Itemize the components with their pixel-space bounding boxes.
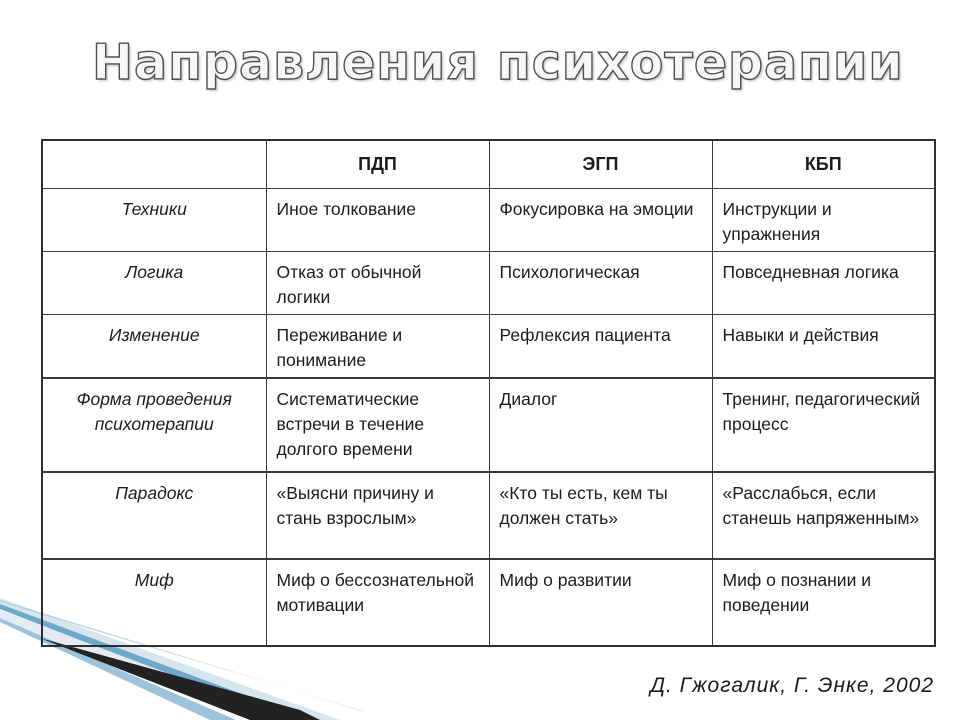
table-row — [42, 251, 935, 314]
table-cell: Миф о бессознательной мотивации — [266, 559, 489, 646]
row-label: Миф — [42, 559, 266, 646]
table-cell: «Расслабься, если станешь напряженным» — [712, 472, 935, 559]
row-label: Техники — [42, 188, 266, 251]
row-label: Форма проведения психотерапии — [42, 378, 266, 472]
table-cell: Иное толкование — [266, 188, 489, 251]
table-cell: Инструкции и упражнения — [712, 188, 935, 251]
table-header-cell: ЭГП — [489, 140, 712, 188]
table-cell: Психологическая — [489, 251, 712, 314]
table-cell: «Кто ты есть, кем ты должен стать» — [489, 472, 712, 559]
table-cell: Отказ от обычной логики — [266, 251, 489, 314]
table-cell: Рефлексия пациента — [489, 314, 712, 378]
table-cell: Диалог — [489, 378, 712, 472]
table-cell: Систематические встречи в течение долгого времени — [266, 378, 489, 472]
table-cell: «Выясни причину и стань взрослым» — [266, 472, 489, 559]
table-cell: Миф о познании и поведении — [712, 559, 935, 646]
table-cell: Фокусировка на эмоции — [489, 188, 712, 251]
table-cell: Тренинг, педагогический процесс — [712, 378, 935, 472]
citation: Д. Гжогалик, Г. Энке, 2002 — [650, 674, 934, 697]
row-label: Парадокс — [42, 472, 266, 559]
page-title: Направления психотерапии — [92, 34, 904, 91]
table-row — [42, 378, 935, 472]
table-row — [42, 314, 935, 378]
row-label: Изменение — [42, 314, 266, 378]
table-cell: Навыки и действия — [712, 314, 935, 378]
table-row — [42, 472, 935, 559]
table-header-cell: ПДП — [266, 140, 489, 188]
table-row — [42, 559, 935, 646]
table-header-cell — [42, 140, 266, 188]
table-cell: Переживание и понимание — [266, 314, 489, 378]
table-row — [42, 188, 935, 251]
table-cell: Миф о развитии — [489, 559, 712, 646]
comparison-table — [41, 139, 936, 647]
table-header-cell: КБП — [712, 140, 935, 188]
table-cell: Повседневная логика — [712, 251, 935, 314]
table-header-row — [42, 140, 935, 188]
row-label: Логика — [42, 251, 266, 314]
